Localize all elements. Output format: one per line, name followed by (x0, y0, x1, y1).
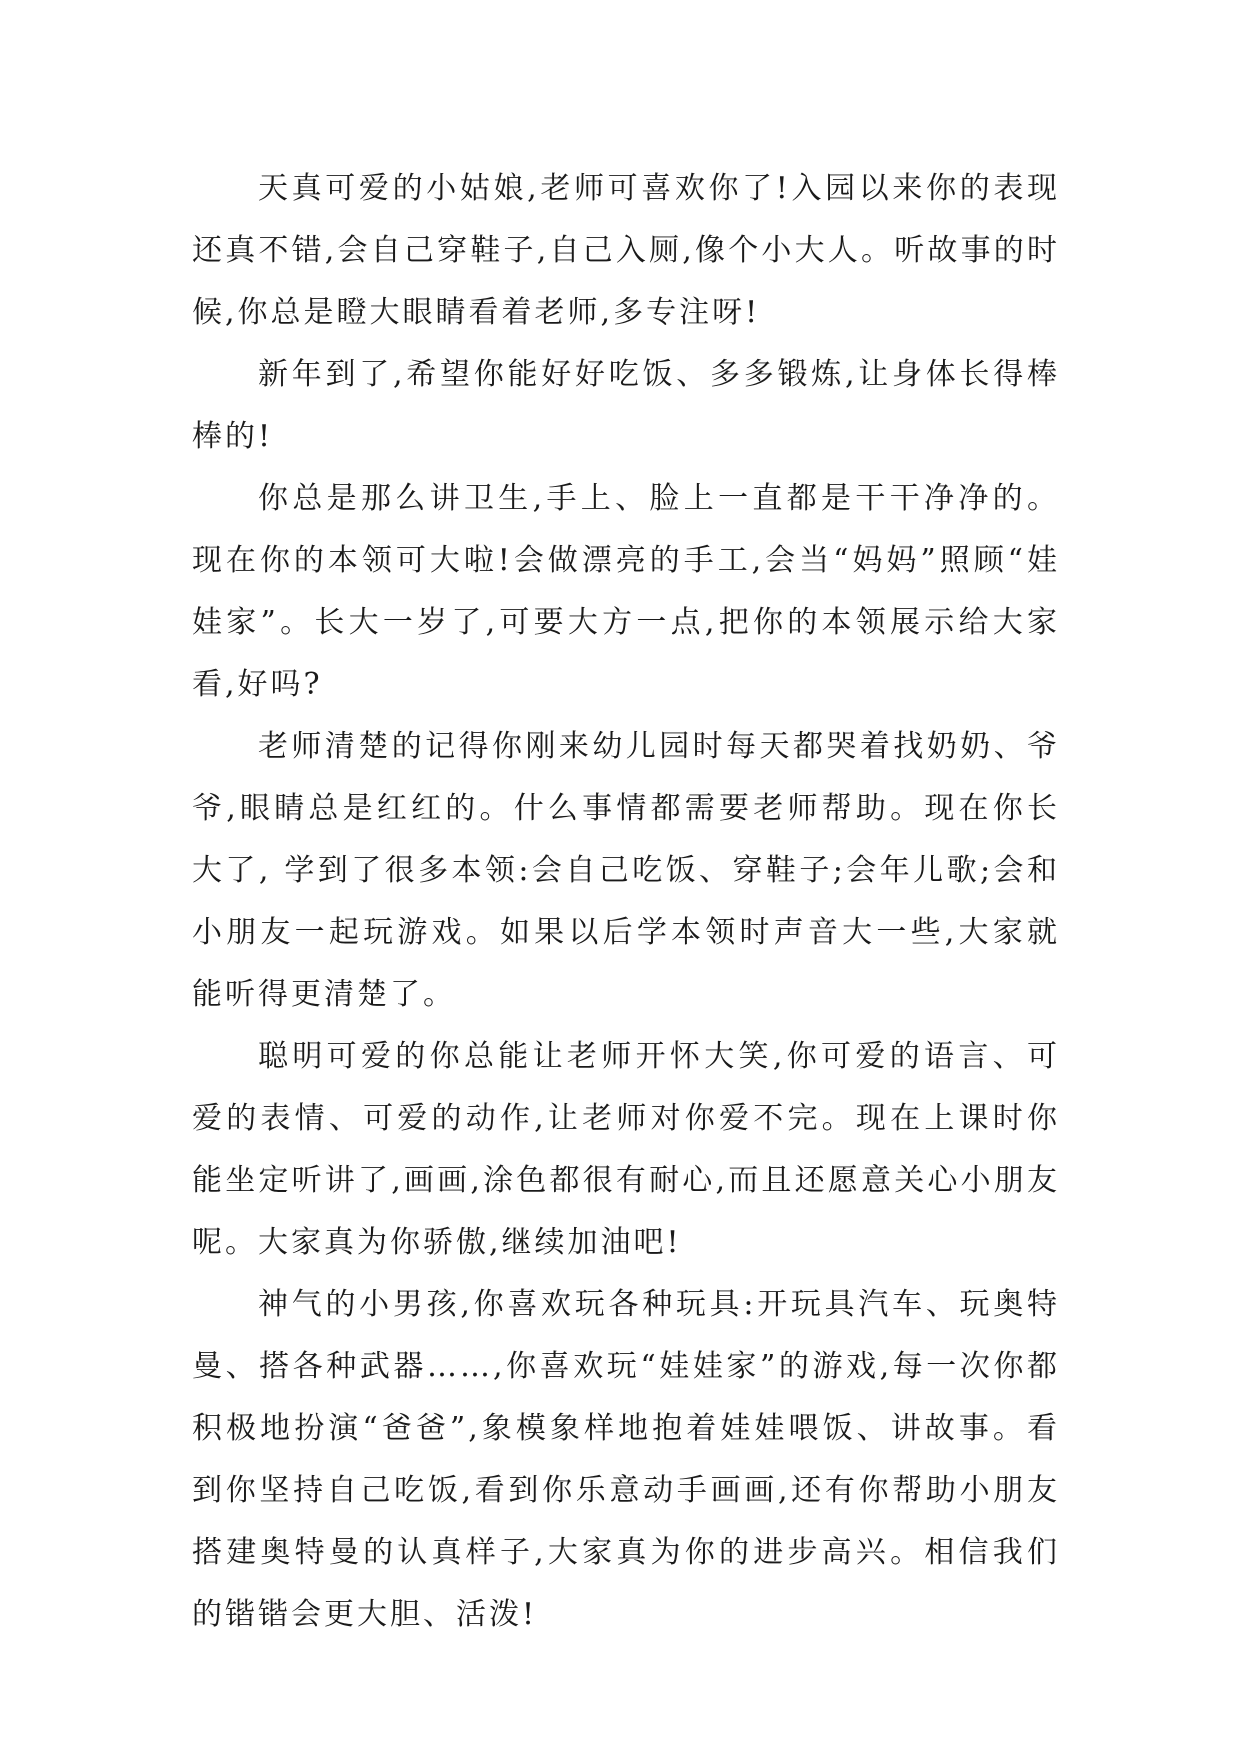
paragraph: 聪明可爱的你总能让老师开怀大笑,你可爱的语言、可爱的表情、可爱的动作,让老师对你爱不完。现在上课时你能坐定听讲了,画画,涂色都很有耐心,而且还愿意关心小朋友呢。大家真为你骄傲,继续加油吧! (192, 1039, 1060, 1260)
document-body (192, 158, 1060, 1646)
paragraph: 老师清楚的记得你刚来幼儿园时每天都哭着找奶奶、爷爷,眼睛总是红红的。什么事情都需要老师帮助。现在你长大了, 学到了很多本领:会自己吃饭、穿鞋子;会年儿歌;会和小朋友一起玩游戏。如果以后学本领时声音大一些,大家就能听得更清楚了。 (192, 729, 1060, 1012)
paragraph: 新年到了,希望你能好好吃饭、多多锻炼,让身体长得棒棒的! (192, 357, 1060, 454)
paragraph: 神气的小男孩,你喜欢玩各种玩具:开玩具汽车、玩奥特曼、搭各种武器……,你喜欢玩“娃娃家”的游戏,每一次你都积极地扮演“爸爸”,象模象样地抱着娃娃喂饭、讲故事。看到你坚持自己吃饭,看到你乐意动手画画,还有你帮助小朋友搭建奥特曼的认真样子,大家真为你的进步高兴。相信我们的锴锴会更大胆、活泼! (192, 1287, 1060, 1632)
paragraph: 天真可爱的小姑娘,老师可喜欢你了!入园以来你的表现还真不错,会自己穿鞋子,自己入厕,像个小大人。听故事的时候,你总是瞪大眼睛看着老师,多专注呀! (192, 171, 1060, 330)
paragraph: 你总是那么讲卫生,手上、脸上一直都是干干净净的。现在你的本领可大啦!会做漂亮的手工,会当“妈妈”照顾“娃娃家”。长大一岁了,可要大方一点,把你的本领展示给大家看,好吗? (192, 481, 1060, 702)
